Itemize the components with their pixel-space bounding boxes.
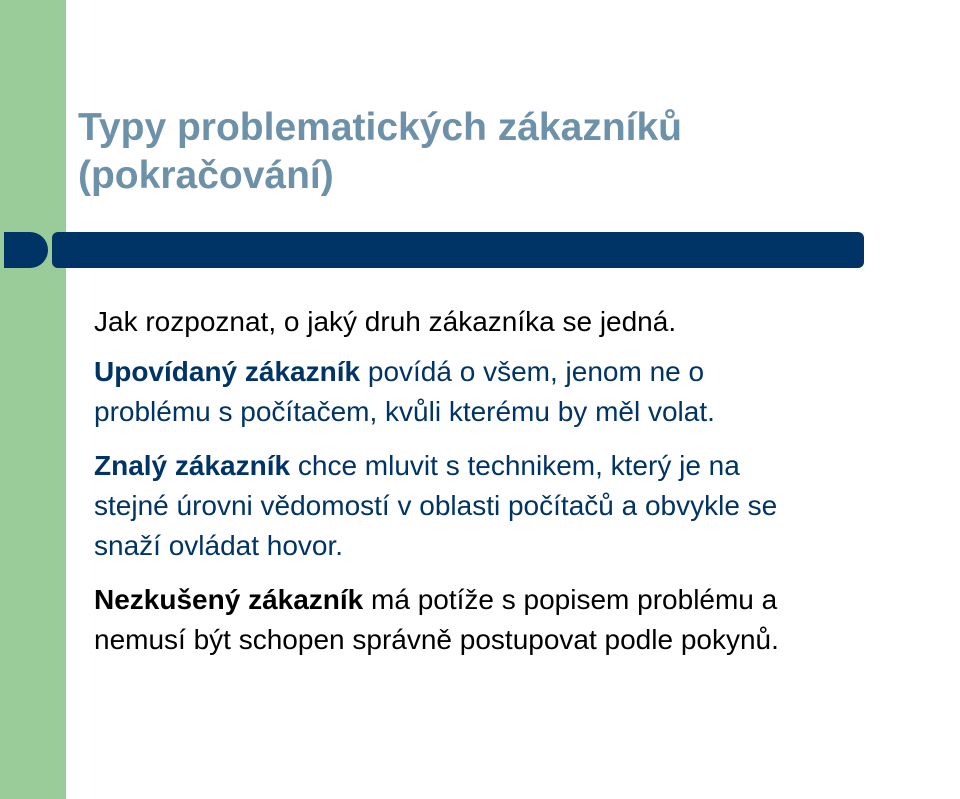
intro-paragraph: Jak rozpoznat, o jaký druh zákazníka se jedná. [94, 306, 677, 337]
paragraph-line [94, 580, 960, 620]
customer-type-term: Nezkušený zákazník [94, 584, 364, 615]
paragraph-line: snaží ovládat hovor. [94, 530, 344, 561]
slide-title [78, 104, 938, 200]
slide-body [94, 302, 960, 674]
slide-title-line-1: Typy problematických zákazníků [78, 106, 682, 149]
paragraph-line [94, 352, 960, 392]
customer-type-knowledgeable [94, 446, 960, 566]
customer-type-term: Upovídaný zákazník [94, 356, 361, 387]
customer-type-text: chce mluvit s technikem, který je na [290, 450, 740, 481]
customer-type-text: povídá o všem, jenom ne o [360, 356, 705, 387]
paragraph-line [94, 446, 960, 486]
customer-type-text: má potíže s popisem problému a [363, 584, 778, 615]
left-accent-band [0, 0, 66, 799]
divider-cap [4, 232, 48, 268]
paragraph-line: problému s počítačem, kvůli kterému by měl volat. [94, 396, 715, 427]
paragraph-line: nemusí být schopen správně postupovat podle pokynů. [94, 624, 779, 655]
customer-type-talkative [94, 352, 960, 432]
slide-title-line-2: (pokračování) [78, 154, 334, 197]
customer-type-inexperienced [94, 580, 960, 660]
title-divider-bar [52, 232, 864, 268]
customer-type-term: Znalý zákazník [94, 450, 291, 481]
paragraph-line: stejné úrovni vědomostí v oblasti počítačů a obvykle se [94, 490, 778, 521]
